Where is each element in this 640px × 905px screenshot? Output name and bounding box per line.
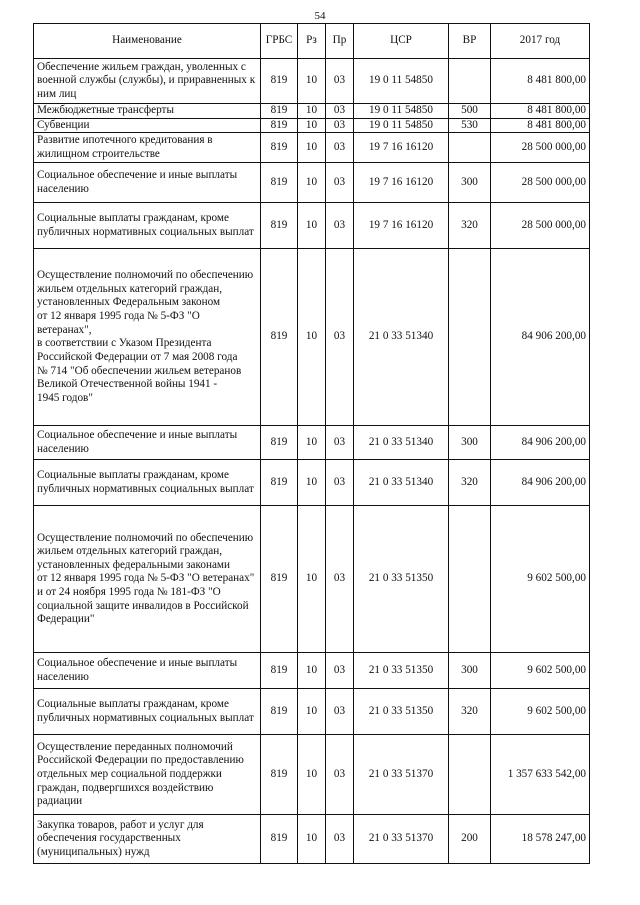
- table-row: [34, 460, 590, 506]
- header-pr: Пр: [326, 24, 354, 59]
- header-vr: ВР: [449, 24, 491, 59]
- row-name-line: жильем отдельных категорий граждан,: [37, 545, 223, 558]
- row-grbs: 819: [261, 460, 298, 506]
- row-name-line: населению: [37, 182, 89, 195]
- row-name-line: Осуществление переданных полномочий: [37, 740, 233, 753]
- row-rz: 10: [298, 653, 326, 689]
- table-row: [34, 104, 590, 119]
- row-rz: 10: [298, 689, 326, 735]
- row-pr: 03: [326, 506, 354, 653]
- row-name-line: обеспечения государственных: [37, 832, 181, 845]
- row-grbs: 819: [261, 689, 298, 735]
- table-row: [34, 249, 590, 426]
- row-name-line: № 714 "Об обеспечении жильем ветеранов: [37, 364, 242, 377]
- row-name-line: публичных нормативных социальных выплат: [37, 482, 254, 495]
- row-name-line: от 12 января 1995 года № 5-ФЗ "О ветеранах": [37, 572, 255, 585]
- row-name-line: и от 24 ноября 1995 года № 181-ФЗ "О: [37, 586, 221, 599]
- row-name-line: Осуществление полномочий по обеспечению: [37, 269, 254, 282]
- row-amount: 18 578 247,00: [491, 815, 590, 864]
- row-name-line: Социальное обеспечение и иные выплаты: [37, 657, 238, 670]
- row-csr: 21 0 33 51370: [354, 735, 449, 815]
- row-vr: 500: [449, 104, 491, 119]
- row-name-line: Социальные выплаты гражданам, кроме: [37, 469, 229, 482]
- row-grbs: 819: [261, 426, 298, 460]
- row-amount: 84 906 200,00: [491, 426, 590, 460]
- row-csr: 21 0 33 51370: [354, 815, 449, 864]
- row-grbs: 819: [261, 118, 298, 133]
- row-vr: 300: [449, 653, 491, 689]
- row-name-line: жильем отдельных категорий граждан,: [37, 282, 223, 295]
- row-amount: 1 357 633 542,00: [491, 735, 590, 815]
- row-amount: 28 500 000,00: [491, 203, 590, 249]
- row-rz: 10: [298, 59, 326, 104]
- row-name-line: населению: [37, 442, 89, 455]
- table-row: [34, 653, 590, 689]
- row-name-line: отдельных мер социальной поддержки: [37, 767, 222, 780]
- table-row: [34, 735, 590, 815]
- row-name: [34, 815, 261, 864]
- table-row: [34, 163, 590, 203]
- row-grbs: 819: [261, 59, 298, 104]
- row-grbs: 819: [261, 249, 298, 426]
- row-name-line: Развитие ипотечного кредитования в: [37, 134, 213, 147]
- row-name-line: Осуществление полномочий по обеспечению: [37, 531, 254, 544]
- row-pr: 03: [326, 460, 354, 506]
- row-amount: 28 500 000,00: [491, 133, 590, 163]
- row-rz: 10: [298, 249, 326, 426]
- row-grbs: 819: [261, 815, 298, 864]
- row-name-line: жилищном строительстве: [37, 147, 160, 160]
- row-vr: [449, 506, 491, 653]
- table-row: [34, 506, 590, 653]
- header-row: [34, 24, 590, 59]
- row-name: [34, 689, 261, 735]
- row-name-line: радиации: [37, 795, 83, 808]
- row-name-line: 1945 годов": [37, 391, 93, 404]
- row-name: [34, 735, 261, 815]
- row-pr: 03: [326, 653, 354, 689]
- row-rz: 10: [298, 118, 326, 133]
- row-csr: 19 7 16 16120: [354, 133, 449, 163]
- row-name-line: Социальные выплаты гражданам, кроме: [37, 212, 229, 225]
- row-name-line: Российской Федерации по предоставлению: [37, 754, 244, 767]
- row-csr: 21 0 33 51350: [354, 689, 449, 735]
- row-amount: 84 906 200,00: [491, 249, 590, 426]
- row-vr: [449, 249, 491, 426]
- row-name: [34, 118, 261, 133]
- table-row: [34, 426, 590, 460]
- row-amount: 9 602 500,00: [491, 506, 590, 653]
- table-row: [34, 59, 590, 104]
- row-rz: 10: [298, 104, 326, 119]
- row-rz: 10: [298, 426, 326, 460]
- table-row: [34, 203, 590, 249]
- row-csr: 21 0 33 51340: [354, 249, 449, 426]
- table-header: [34, 24, 590, 59]
- row-csr: 19 7 16 16120: [354, 203, 449, 249]
- budget-table: [33, 23, 590, 864]
- table-row: [34, 815, 590, 864]
- row-csr: 19 0 11 54850: [354, 59, 449, 104]
- header-name: Наименование: [34, 24, 261, 59]
- row-rz: 10: [298, 203, 326, 249]
- row-grbs: 819: [261, 203, 298, 249]
- row-pr: 03: [326, 203, 354, 249]
- row-name-line: ним лиц: [37, 87, 77, 100]
- row-vr: 530: [449, 118, 491, 133]
- row-amount: 8 481 800,00: [491, 59, 590, 104]
- row-pr: 03: [326, 59, 354, 104]
- row-pr: 03: [326, 249, 354, 426]
- row-name: [34, 133, 261, 163]
- row-name-line: публичных нормативных социальных выплат: [37, 711, 254, 724]
- row-name: [34, 59, 261, 104]
- header-csr: ЦСР: [354, 24, 449, 59]
- row-name: [34, 506, 261, 653]
- row-rz: 10: [298, 163, 326, 203]
- page-number: 54: [314, 10, 326, 22]
- row-name-line: Великой Отечественной войны 1941 -: [37, 378, 218, 391]
- row-pr: 03: [326, 163, 354, 203]
- row-csr: 21 0 33 51340: [354, 426, 449, 460]
- row-rz: 10: [298, 815, 326, 864]
- row-pr: 03: [326, 118, 354, 133]
- table-row: [34, 689, 590, 735]
- row-name: [34, 460, 261, 506]
- row-name-line: Закупка товаров, работ и услуг для: [37, 818, 204, 831]
- row-name-line: Российской Федерации от 7 мая 2008 года: [37, 350, 238, 363]
- row-amount: 9 602 500,00: [491, 689, 590, 735]
- row-name-line: Обеспечение жильем граждан, уволенных с: [37, 60, 246, 73]
- row-vr: [449, 59, 491, 104]
- row-grbs: 819: [261, 133, 298, 163]
- row-csr: 19 0 11 54850: [354, 104, 449, 119]
- row-name: [34, 203, 261, 249]
- row-name-line: Федерации": [37, 613, 95, 626]
- row-name: [34, 249, 261, 426]
- row-name: [34, 653, 261, 689]
- row-name-line: от 12 января 1995 года № 5-ФЗ "О ветеранах",: [37, 310, 200, 336]
- row-pr: 03: [326, 104, 354, 119]
- header-rz: Рз: [298, 24, 326, 59]
- row-vr: 320: [449, 203, 491, 249]
- row-name-line: социальной защите инвалидов в Российской: [37, 599, 249, 612]
- row-name-line: в соответствии с Указом Президента: [37, 337, 212, 350]
- row-vr: 300: [449, 163, 491, 203]
- row-name-line: населению: [37, 670, 89, 683]
- row-amount: 8 481 800,00: [491, 104, 590, 119]
- row-grbs: 819: [261, 506, 298, 653]
- row-vr: 200: [449, 815, 491, 864]
- header-year: 2017 год: [491, 24, 590, 59]
- row-vr: 300: [449, 426, 491, 460]
- row-name-line: публичных нормативных социальных выплат: [37, 225, 254, 238]
- row-amount: 84 906 200,00: [491, 460, 590, 506]
- row-name: [34, 163, 261, 203]
- row-rz: 10: [298, 506, 326, 653]
- row-name: [34, 426, 261, 460]
- row-vr: [449, 735, 491, 815]
- row-pr: 03: [326, 426, 354, 460]
- row-vr: [449, 133, 491, 163]
- row-name-line: установленных федеральными законами: [37, 558, 230, 571]
- row-name-line: военной службы (службы), и приравненных к: [37, 74, 256, 87]
- row-rz: 10: [298, 735, 326, 815]
- row-name-line: Субвенции: [37, 118, 90, 131]
- row-name-line: Межбюджетные трансферты: [37, 104, 174, 116]
- row-csr: 21 0 33 51350: [354, 653, 449, 689]
- row-csr: 19 0 11 54850: [354, 118, 449, 133]
- row-amount: 9 602 500,00: [491, 653, 590, 689]
- row-csr: 21 0 33 51350: [354, 506, 449, 653]
- table-row: [34, 118, 590, 133]
- table-row: [34, 133, 590, 163]
- row-amount: 8 481 800,00: [491, 118, 590, 133]
- row-csr: 19 7 16 16120: [354, 163, 449, 203]
- row-rz: 10: [298, 460, 326, 506]
- header-grbs: ГРБС: [261, 24, 298, 59]
- table-body: [34, 59, 590, 864]
- row-pr: 03: [326, 133, 354, 163]
- row-name-line: Социальное обеспечение и иные выплаты: [37, 429, 238, 442]
- row-name-line: (муниципальных) нужд: [37, 846, 150, 859]
- row-name: [34, 104, 261, 119]
- row-vr: 320: [449, 689, 491, 735]
- row-grbs: 819: [261, 735, 298, 815]
- row-pr: 03: [326, 689, 354, 735]
- row-amount: 28 500 000,00: [491, 163, 590, 203]
- row-grbs: 819: [261, 104, 298, 119]
- row-pr: 03: [326, 815, 354, 864]
- row-pr: 03: [326, 735, 354, 815]
- row-vr: 320: [449, 460, 491, 506]
- row-name-line: установленных Федеральным законом: [37, 296, 221, 309]
- row-grbs: 819: [261, 653, 298, 689]
- row-grbs: 819: [261, 163, 298, 203]
- row-name-line: Социальные выплаты гражданам, кроме: [37, 698, 229, 711]
- row-csr: 21 0 33 51340: [354, 460, 449, 506]
- row-rz: 10: [298, 133, 326, 163]
- row-name-line: Социальное обеспечение и иные выплаты: [37, 169, 238, 182]
- row-name-line: граждан, подвергшихся воздействию: [37, 781, 214, 794]
